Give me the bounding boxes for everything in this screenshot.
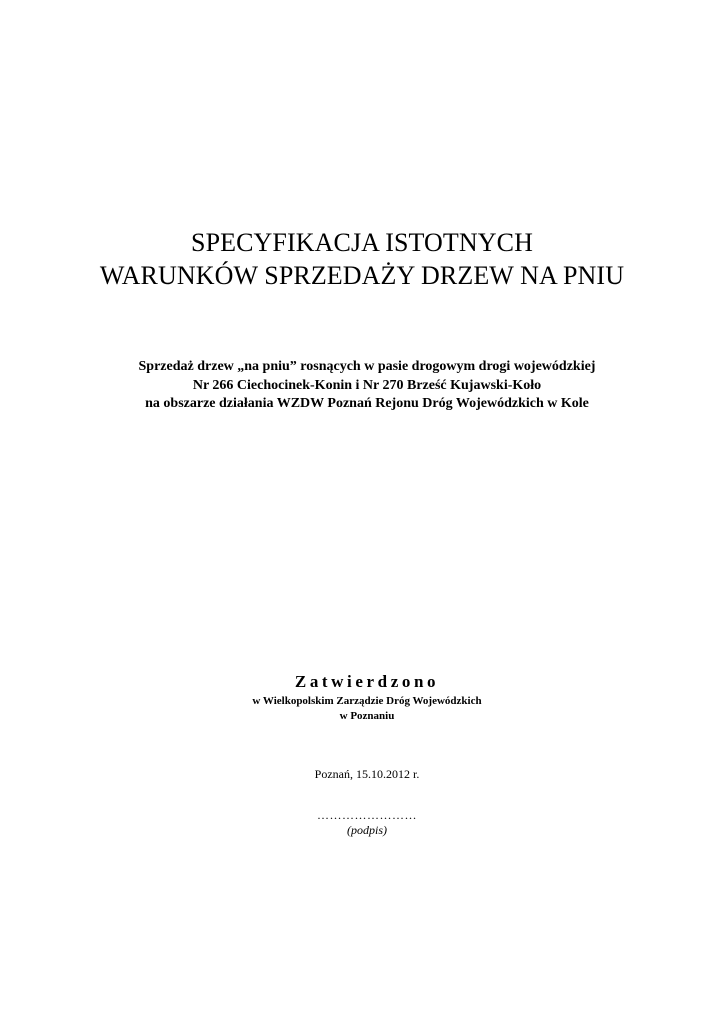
title-line-1: SPECYFIKACJA ISTOTNYCH	[191, 228, 533, 257]
approval-section	[0, 670, 724, 724]
title-line-2: WARUNKÓW SPRZEDAŻY DRZEW NA PNIU	[99, 261, 625, 290]
document-title	[0, 226, 724, 292]
approval-city: w Poznaniu	[339, 710, 395, 722]
place-date: Poznań, 15.10.2012 r.	[314, 767, 420, 781]
subtitle-line-3: na obszarze działania WZDW Poznań Rejonu Dróg Wojewódzkich w Kole	[145, 396, 589, 411]
signature-line: ……………………	[317, 808, 417, 822]
signature-section	[0, 808, 724, 838]
approval-authority: w Wielkopolskim Zarządzie Dróg Wojewódzkich	[252, 695, 482, 707]
approval-heading: Zatwierdzono	[294, 672, 440, 691]
document-subtitle	[0, 358, 724, 414]
subtitle-line-2: Nr 266 Ciechocinek-Konin i Nr 270 Brześć Kujawski-Koło	[192, 377, 542, 393]
signature-caption: (podpis)	[347, 823, 387, 837]
subtitle-line-1: Sprzedaż drzew „na pniu” rosnących w pasie drogowym drogi wojewódzkiej	[138, 359, 596, 374]
